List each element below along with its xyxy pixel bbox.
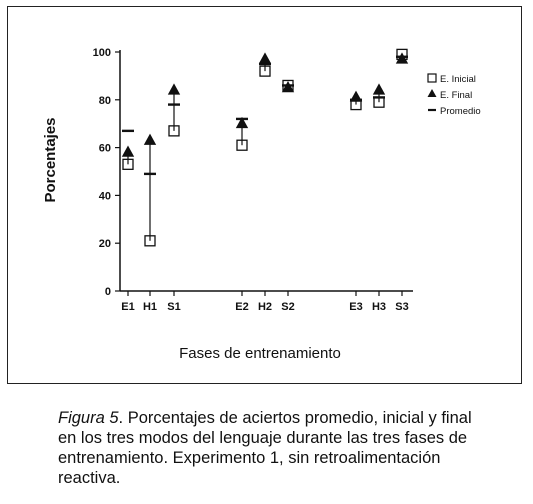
- figure-label: Figura 5: [58, 409, 119, 427]
- y-tick-label: 20: [98, 238, 111, 251]
- y-axis-label: Porcentajes: [42, 117, 59, 203]
- legend-label: E. Final: [440, 90, 473, 101]
- y-tick-label: 60: [98, 142, 111, 155]
- x-tick-label: S1: [167, 301, 181, 313]
- caption-text: . Porcentajes de aciertos promedio, inicial y final en los tres modos del lenguaje durante las tres fases de entrenamiento. Experimento 1, sin retroalimentación reactiva.: [58, 409, 472, 487]
- figure-caption: [58, 408, 478, 488]
- x-tick-label: S3: [395, 301, 409, 313]
- legend-label: E. Inicial: [440, 74, 476, 85]
- x-tick-label: E1: [121, 301, 135, 313]
- x-tick-label: H1: [142, 301, 158, 313]
- x-tick-label: H3: [371, 301, 387, 313]
- y-tick-label: 40: [98, 190, 111, 203]
- legend: [428, 74, 481, 117]
- x-tick-label: S2: [281, 301, 295, 313]
- y-tick-label: 100: [92, 47, 111, 59]
- data-marks: [122, 49, 408, 245]
- x-tick-label: E2: [235, 301, 249, 313]
- y-tick-label: 80: [98, 94, 111, 107]
- e-final-point: [260, 53, 271, 63]
- legend-triangle-icon: [428, 89, 437, 97]
- legend-square-icon: [428, 74, 436, 82]
- e-final-point: [397, 53, 408, 63]
- e-final-point: [123, 146, 134, 156]
- legend-label: Promedio: [440, 106, 481, 117]
- x-tick-label: H2: [257, 301, 273, 313]
- e-final-point: [145, 134, 156, 144]
- y-ticks: [93, 47, 120, 298]
- x-tick-labels: [121, 291, 408, 313]
- x-tick-label: E3: [349, 301, 363, 313]
- axes: [120, 50, 413, 291]
- e-final-point: [374, 84, 385, 94]
- y-tick-label: 0: [104, 286, 111, 298]
- x-axis-label: Fases de entrenamiento: [179, 345, 341, 362]
- e-final-point: [169, 84, 180, 94]
